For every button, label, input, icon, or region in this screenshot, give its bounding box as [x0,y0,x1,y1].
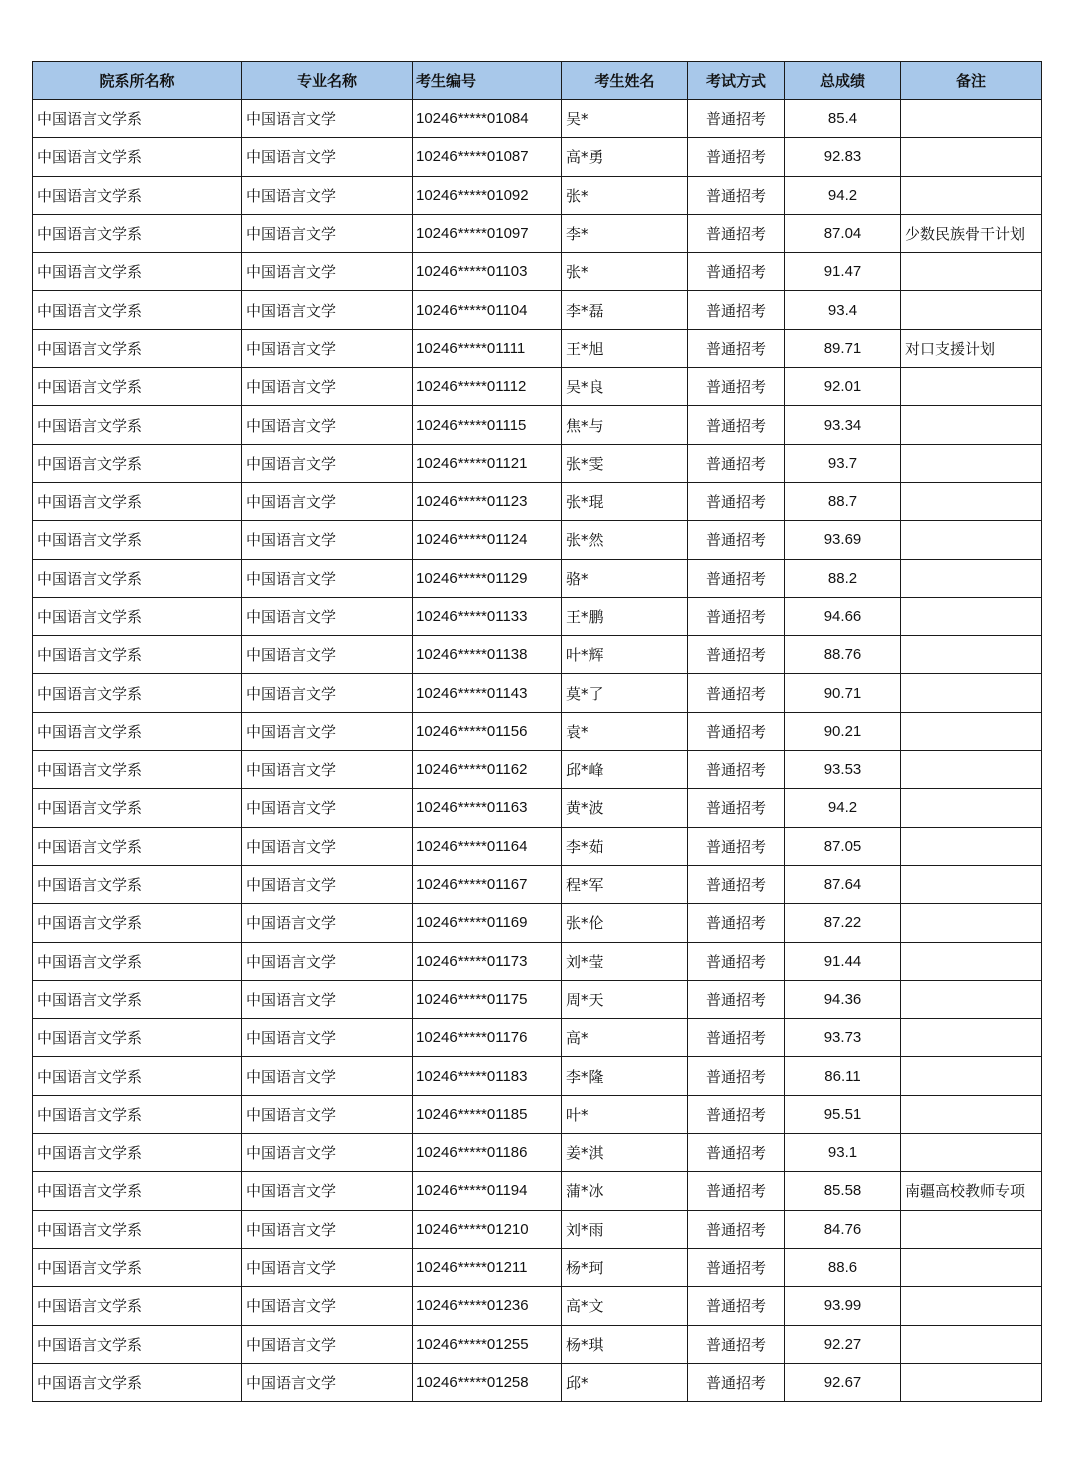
cell-major: 中国语言文学 [242,138,413,176]
cell-total-score: 93.69 [785,521,901,559]
cell-candidate-name: 刘*雨 [562,1210,688,1248]
cell-exam-type: 普通招考 [688,1287,785,1325]
cell-major: 中国语言文学 [242,751,413,789]
admission-results-table [32,61,1042,1402]
table-row [33,406,1042,444]
cell-total-score: 87.64 [785,865,901,903]
table-row [33,368,1042,406]
header-candidate-name: 考生姓名 [562,62,688,100]
table-row [33,291,1042,329]
cell-total-score: 93.1 [785,1134,901,1172]
cell-candidate-name: 李*磊 [562,291,688,329]
cell-total-score: 90.21 [785,712,901,750]
cell-dept: 中国语言文学系 [33,138,242,176]
cell-total-score: 88.7 [785,482,901,520]
cell-exam-type: 普通招考 [688,100,785,138]
cell-candidate-id: 10246*****01097 [413,214,562,252]
cell-total-score: 94.36 [785,980,901,1018]
cell-major: 中国语言文学 [242,597,413,635]
cell-note [901,827,1042,865]
cell-dept: 中国语言文学系 [33,368,242,406]
cell-total-score: 94.2 [785,176,901,214]
cell-major: 中国语言文学 [242,100,413,138]
cell-candidate-name: 吴*良 [562,368,688,406]
cell-total-score: 92.01 [785,368,901,406]
cell-candidate-id: 10246*****01092 [413,176,562,214]
cell-exam-type: 普通招考 [688,1172,785,1210]
cell-dept: 中国语言文学系 [33,482,242,520]
cell-major: 中国语言文学 [242,559,413,597]
cell-total-score: 85.58 [785,1172,901,1210]
cell-note: 对口支援计划 [901,329,1042,367]
cell-candidate-name: 张* [562,176,688,214]
cell-exam-type: 普通招考 [688,789,785,827]
cell-exam-type: 普通招考 [688,751,785,789]
cell-major: 中国语言文学 [242,1019,413,1057]
cell-total-score: 93.99 [785,1287,901,1325]
cell-candidate-name: 王*旭 [562,329,688,367]
cell-candidate-name: 程*军 [562,865,688,903]
table-row [33,1172,1042,1210]
cell-dept: 中国语言文学系 [33,100,242,138]
cell-candidate-name: 杨*珂 [562,1248,688,1286]
cell-note [901,406,1042,444]
cell-dept: 中国语言文学系 [33,789,242,827]
cell-note [901,1210,1042,1248]
cell-major: 中国语言文学 [242,1210,413,1248]
table-row [33,597,1042,635]
cell-candidate-name: 焦*与 [562,406,688,444]
table-row [33,1248,1042,1286]
cell-total-score: 93.73 [785,1019,901,1057]
cell-dept: 中国语言文学系 [33,1210,242,1248]
cell-note [901,865,1042,903]
table-row [33,751,1042,789]
cell-candidate-id: 10246*****01236 [413,1287,562,1325]
cell-dept: 中国语言文学系 [33,1172,242,1210]
table-row [33,1363,1042,1401]
cell-total-score: 93.53 [785,751,901,789]
cell-exam-type: 普通招考 [688,1210,785,1248]
cell-major: 中国语言文学 [242,253,413,291]
table-row [33,1095,1042,1133]
cell-candidate-name: 黄*波 [562,789,688,827]
cell-dept: 中国语言文学系 [33,521,242,559]
header-candidate-id: 考生编号 [413,62,562,100]
table-row [33,1210,1042,1248]
cell-candidate-name: 张*然 [562,521,688,559]
cell-candidate-name: 袁* [562,712,688,750]
cell-dept: 中国语言文学系 [33,751,242,789]
cell-major: 中国语言文学 [242,904,413,942]
cell-candidate-id: 10246*****01115 [413,406,562,444]
cell-exam-type: 普通招考 [688,444,785,482]
cell-exam-type: 普通招考 [688,597,785,635]
cell-dept: 中国语言文学系 [33,1134,242,1172]
cell-total-score: 93.7 [785,444,901,482]
cell-exam-type: 普通招考 [688,138,785,176]
cell-candidate-id: 10246*****01211 [413,1248,562,1286]
cell-major: 中国语言文学 [242,444,413,482]
table-row [33,214,1042,252]
cell-dept: 中国语言文学系 [33,597,242,635]
cell-total-score: 86.11 [785,1057,901,1095]
cell-major: 中国语言文学 [242,827,413,865]
cell-candidate-id: 10246*****01138 [413,636,562,674]
cell-dept: 中国语言文学系 [33,712,242,750]
header-row [33,62,1042,100]
cell-exam-type: 普通招考 [688,980,785,1018]
cell-candidate-id: 10246*****01210 [413,1210,562,1248]
table-row [33,636,1042,674]
table-row [33,827,1042,865]
cell-total-score: 85.4 [785,100,901,138]
cell-note: 少数民族骨干计划 [901,214,1042,252]
cell-candidate-id: 10246*****01185 [413,1095,562,1133]
cell-candidate-id: 10246*****01143 [413,674,562,712]
cell-total-score: 94.66 [785,597,901,635]
cell-total-score: 91.47 [785,253,901,291]
cell-exam-type: 普通招考 [688,1134,785,1172]
cell-exam-type: 普通招考 [688,1325,785,1363]
cell-candidate-name: 姜*淇 [562,1134,688,1172]
cell-candidate-name: 骆* [562,559,688,597]
cell-note [901,1019,1042,1057]
cell-candidate-name: 吴* [562,100,688,138]
cell-dept: 中国语言文学系 [33,1248,242,1286]
cell-candidate-id: 10246*****01084 [413,100,562,138]
cell-candidate-id: 10246*****01175 [413,980,562,1018]
cell-candidate-name: 叶* [562,1095,688,1133]
table-row [33,444,1042,482]
cell-candidate-name: 张*伦 [562,904,688,942]
table-row [33,674,1042,712]
cell-major: 中国语言文学 [242,214,413,252]
cell-dept: 中国语言文学系 [33,904,242,942]
cell-candidate-id: 10246*****01111 [413,329,562,367]
cell-note [901,789,1042,827]
cell-major: 中国语言文学 [242,789,413,827]
cell-exam-type: 普通招考 [688,942,785,980]
table-row [33,1134,1042,1172]
cell-major: 中国语言文学 [242,1134,413,1172]
cell-note [901,444,1042,482]
cell-major: 中国语言文学 [242,329,413,367]
cell-dept: 中国语言文学系 [33,980,242,1018]
cell-candidate-id: 10246*****01133 [413,597,562,635]
cell-candidate-name: 莫*了 [562,674,688,712]
cell-major: 中国语言文学 [242,636,413,674]
cell-candidate-id: 10246*****01162 [413,751,562,789]
cell-major: 中国语言文学 [242,176,413,214]
table-row [33,904,1042,942]
cell-note [901,253,1042,291]
cell-candidate-id: 10246*****01103 [413,253,562,291]
cell-exam-type: 普通招考 [688,176,785,214]
cell-major: 中国语言文学 [242,980,413,1018]
cell-exam-type: 普通招考 [688,1248,785,1286]
cell-total-score: 88.2 [785,559,901,597]
cell-dept: 中国语言文学系 [33,291,242,329]
cell-note [901,1134,1042,1172]
cell-total-score: 92.27 [785,1325,901,1363]
cell-note [901,100,1042,138]
cell-candidate-id: 10246*****01258 [413,1363,562,1401]
cell-dept: 中国语言文学系 [33,1325,242,1363]
cell-note [901,1325,1042,1363]
cell-dept: 中国语言文学系 [33,559,242,597]
cell-dept: 中国语言文学系 [33,865,242,903]
cell-total-score: 92.83 [785,138,901,176]
cell-exam-type: 普通招考 [688,1363,785,1401]
cell-dept: 中国语言文学系 [33,1287,242,1325]
cell-candidate-name: 王*鹏 [562,597,688,635]
cell-exam-type: 普通招考 [688,712,785,750]
cell-dept: 中国语言文学系 [33,214,242,252]
cell-major: 中国语言文学 [242,712,413,750]
table-row [33,712,1042,750]
cell-major: 中国语言文学 [242,674,413,712]
header-dept: 院系所名称 [33,62,242,100]
cell-note [901,1248,1042,1286]
cell-candidate-id: 10246*****01173 [413,942,562,980]
cell-total-score: 93.4 [785,291,901,329]
table-row [33,789,1042,827]
table-row [33,1325,1042,1363]
cell-dept: 中国语言文学系 [33,444,242,482]
cell-exam-type: 普通招考 [688,1095,785,1133]
cell-note [901,712,1042,750]
cell-candidate-id: 10246*****01186 [413,1134,562,1172]
header-note: 备注 [901,62,1042,100]
header-exam-type: 考试方式 [688,62,785,100]
cell-exam-type: 普通招考 [688,329,785,367]
cell-major: 中国语言文学 [242,482,413,520]
cell-candidate-name: 刘*莹 [562,942,688,980]
cell-exam-type: 普通招考 [688,674,785,712]
cell-note [901,1287,1042,1325]
cell-candidate-id: 10246*****01104 [413,291,562,329]
cell-dept: 中国语言文学系 [33,636,242,674]
table-row [33,329,1042,367]
cell-total-score: 94.2 [785,789,901,827]
cell-exam-type: 普通招考 [688,1057,785,1095]
cell-note [901,980,1042,1018]
cell-total-score: 90.71 [785,674,901,712]
cell-major: 中国语言文学 [242,1248,413,1286]
cell-dept: 中国语言文学系 [33,406,242,444]
table-row [33,1057,1042,1095]
cell-total-score: 92.67 [785,1363,901,1401]
cell-dept: 中国语言文学系 [33,329,242,367]
cell-dept: 中国语言文学系 [33,827,242,865]
cell-total-score: 87.05 [785,827,901,865]
cell-candidate-id: 10246*****01121 [413,444,562,482]
cell-total-score: 95.51 [785,1095,901,1133]
cell-total-score: 89.71 [785,329,901,367]
cell-exam-type: 普通招考 [688,827,785,865]
cell-candidate-id: 10246*****01255 [413,1325,562,1363]
cell-candidate-id: 10246*****01183 [413,1057,562,1095]
cell-candidate-id: 10246*****01176 [413,1019,562,1057]
cell-exam-type: 普通招考 [688,214,785,252]
cell-exam-type: 普通招考 [688,291,785,329]
cell-total-score: 87.04 [785,214,901,252]
cell-major: 中国语言文学 [242,1325,413,1363]
cell-candidate-name: 张*琨 [562,482,688,520]
cell-candidate-id: 10246*****01169 [413,904,562,942]
cell-major: 中国语言文学 [242,1095,413,1133]
cell-candidate-name: 李* [562,214,688,252]
table-row [33,100,1042,138]
cell-note: 南疆高校教师专项 [901,1172,1042,1210]
cell-exam-type: 普通招考 [688,865,785,903]
cell-total-score: 88.6 [785,1248,901,1286]
cell-note [901,1057,1042,1095]
cell-dept: 中国语言文学系 [33,674,242,712]
table-row [33,138,1042,176]
cell-candidate-id: 10246*****01129 [413,559,562,597]
cell-total-score: 84.76 [785,1210,901,1248]
cell-dept: 中国语言文学系 [33,942,242,980]
header-major: 专业名称 [242,62,413,100]
cell-exam-type: 普通招考 [688,904,785,942]
cell-candidate-id: 10246*****01194 [413,1172,562,1210]
cell-total-score: 93.34 [785,406,901,444]
table-row [33,482,1042,520]
cell-candidate-id: 10246*****01164 [413,827,562,865]
cell-major: 中国语言文学 [242,291,413,329]
table-row [33,521,1042,559]
cell-major: 中国语言文学 [242,1363,413,1401]
cell-total-score: 91.44 [785,942,901,980]
cell-candidate-id: 10246*****01156 [413,712,562,750]
cell-note [901,904,1042,942]
cell-total-score: 87.22 [785,904,901,942]
table-row [33,942,1042,980]
cell-candidate-id: 10246*****01124 [413,521,562,559]
table-body [33,100,1042,1402]
cell-exam-type: 普通招考 [688,253,785,291]
cell-candidate-id: 10246*****01087 [413,138,562,176]
table-row [33,559,1042,597]
cell-major: 中国语言文学 [242,368,413,406]
table-row [33,1019,1042,1057]
cell-note [901,521,1042,559]
cell-candidate-name: 周*天 [562,980,688,1018]
cell-candidate-id: 10246*****01112 [413,368,562,406]
cell-candidate-name: 邱* [562,1363,688,1401]
table-row [33,253,1042,291]
cell-note [901,138,1042,176]
cell-candidate-name: 杨*琪 [562,1325,688,1363]
cell-major: 中国语言文学 [242,406,413,444]
cell-major: 中国语言文学 [242,1287,413,1325]
cell-note [901,597,1042,635]
cell-major: 中国语言文学 [242,521,413,559]
cell-major: 中国语言文学 [242,1057,413,1095]
cell-dept: 中国语言文学系 [33,1363,242,1401]
cell-candidate-name: 高*勇 [562,138,688,176]
header-total-score: 总成绩 [785,62,901,100]
cell-candidate-name: 张*雯 [562,444,688,482]
cell-note [901,942,1042,980]
cell-major: 中国语言文学 [242,942,413,980]
table-row [33,1287,1042,1325]
cell-major: 中国语言文学 [242,1172,413,1210]
cell-candidate-name: 张* [562,253,688,291]
cell-note [901,636,1042,674]
cell-note [901,751,1042,789]
cell-dept: 中国语言文学系 [33,176,242,214]
cell-note [901,368,1042,406]
table-row [33,980,1042,1018]
cell-dept: 中国语言文学系 [33,1019,242,1057]
cell-candidate-id: 10246*****01163 [413,789,562,827]
cell-candidate-name: 邱*峰 [562,751,688,789]
cell-major: 中国语言文学 [242,865,413,903]
cell-candidate-name: 叶*辉 [562,636,688,674]
cell-candidate-name: 高* [562,1019,688,1057]
cell-dept: 中国语言文学系 [33,1095,242,1133]
cell-exam-type: 普通招考 [688,521,785,559]
cell-note [901,1363,1042,1401]
cell-note [901,291,1042,329]
table-row [33,865,1042,903]
cell-exam-type: 普通招考 [688,482,785,520]
cell-candidate-id: 10246*****01123 [413,482,562,520]
cell-note [901,674,1042,712]
cell-exam-type: 普通招考 [688,406,785,444]
cell-exam-type: 普通招考 [688,1019,785,1057]
cell-dept: 中国语言文学系 [33,253,242,291]
cell-note [901,482,1042,520]
table-header [33,62,1042,100]
table-row [33,176,1042,214]
cell-exam-type: 普通招考 [688,559,785,597]
cell-note [901,1095,1042,1133]
cell-candidate-name: 蒲*冰 [562,1172,688,1210]
cell-candidate-name: 高*文 [562,1287,688,1325]
cell-candidate-name: 李*隆 [562,1057,688,1095]
cell-candidate-id: 10246*****01167 [413,865,562,903]
cell-total-score: 88.76 [785,636,901,674]
cell-dept: 中国语言文学系 [33,1057,242,1095]
cell-candidate-name: 李*茹 [562,827,688,865]
cell-note [901,559,1042,597]
cell-note [901,176,1042,214]
cell-exam-type: 普通招考 [688,368,785,406]
cell-exam-type: 普通招考 [688,636,785,674]
